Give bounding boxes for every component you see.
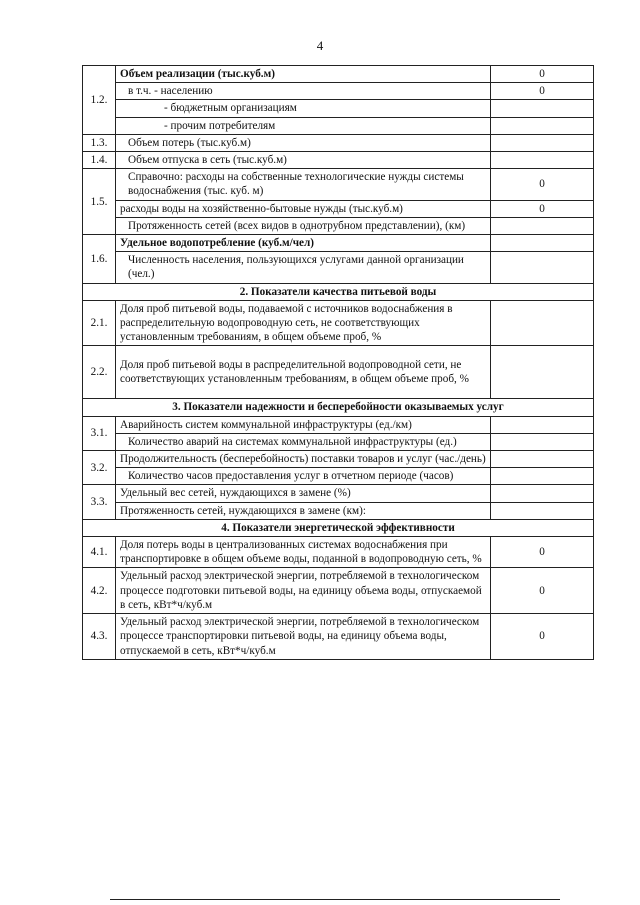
table-row [83,614,594,660]
row-value: 0 [491,83,594,100]
table-row [83,200,594,217]
row-number: 1.5. [83,169,116,235]
table-row [83,100,594,117]
row-text: Аварийность систем коммунальной инфраструктуры (ед./км) [116,416,491,433]
row-number: 1.4. [83,152,116,169]
row-value [491,117,594,134]
row-text: - бюджетным организациям [116,100,491,117]
table-row [83,217,594,234]
row-text: Справочно: расходы на собственные технологические нужды системы водоснабжения (тыс. куб. м) [116,169,491,200]
row-number: 3.3. [83,485,116,519]
row-text: Доля проб питьевой воды, подаваемой с источников водоснабжения в распределительную водопроводную сеть, не соответствующих установленным требованиям, в общем объеме проб, % [116,300,491,346]
table-row [83,346,594,399]
row-text: расходы воды на хозяйственно-бытовые нужды (тыс.куб.м) [116,200,491,217]
row-text: - прочим потребителям [116,117,491,134]
section-header-row [83,399,594,416]
row-number: 4.3. [83,614,116,660]
table-row [83,485,594,502]
row-value [491,468,594,485]
table-row [83,451,594,468]
table-row [83,66,594,83]
row-text: Удельный вес сетей, нуждающихся в замене (%) [116,485,491,502]
row-text: Удельное водопотребление (куб.м/чел) [116,235,491,252]
row-number: 4.1. [83,537,116,568]
row-text: Объем потерь (тыс.куб.м) [116,134,491,151]
table-row [83,235,594,252]
section-title: 2. Показатели качества питьевой воды [83,283,594,300]
section-title: 3. Показатели надежности и бесперебойности оказываемых услуг [83,399,594,416]
row-value: 0 [491,66,594,83]
page-bottom-divider [110,899,560,900]
row-text: Объем реализации (тыс.куб.м) [116,66,491,83]
row-value [491,252,594,283]
page-number: 4 [316,38,324,53]
row-number: 2.1. [83,300,116,346]
row-text: Удельный расход электрической энергии, потребляемой в технологическом процессе подготовки питьевой воды, на единицу объема воды, отпускаемой в сеть, кВт*ч/куб.м [116,568,491,614]
row-number: 1.2. [83,66,116,135]
row-value [491,152,594,169]
table-row [83,117,594,134]
row-text: Доля проб питьевой воды в распределительной водопроводной сети, не соответствующих установленным требованиям, в общем объеме проб, % [116,346,491,399]
row-value: 0 [491,169,594,200]
row-value [491,300,594,346]
row-text: Продолжительность (бесперебойность) поставки товаров и услуг (час./день) [116,451,491,468]
row-value: 0 [491,537,594,568]
row-value [491,346,594,399]
table-row [83,468,594,485]
row-value: 0 [491,568,594,614]
table-row [83,502,594,519]
row-text: в т.ч. - населению [116,83,491,100]
row-number: 4.2. [83,568,116,614]
row-value [491,433,594,450]
table-row [83,134,594,151]
row-value: 0 [491,614,594,660]
indicators-table [82,65,594,660]
table-row [83,169,594,200]
row-text: Количество часов предоставления услуг в отчетном периоде (часов) [116,468,491,485]
row-number: 1.3. [83,134,116,151]
row-value [491,100,594,117]
row-value [491,416,594,433]
row-value: 0 [491,200,594,217]
row-text: Численность населения, пользующихся услугами данной организации (чел.) [116,252,491,283]
table-row [83,537,594,568]
row-text: Протяженность сетей (всех видов в однотрубном представлении), (км) [116,217,491,234]
row-number: 3.2. [83,451,116,485]
row-number: 3.1. [83,416,116,450]
table-row [83,416,594,433]
table-row [83,252,594,283]
row-value [491,217,594,234]
row-text: Объем отпуска в сеть (тыс.куб.м) [116,152,491,169]
row-text: Количество аварий на системах коммунальной инфраструктуры (ед.) [116,433,491,450]
row-text: Удельный расход электрической энергии, потребляемой в технологическом процессе транспортировки питьевой воды, на единицу объема воды, отпускаемой в сеть, кВт*ч/куб.м [116,614,491,660]
row-text: Протяженность сетей, нуждающихся в замене (км): [116,502,491,519]
table-row [83,568,594,614]
row-value [491,134,594,151]
section-header-row [83,519,594,536]
section-title: 4. Показатели энергетической эффективности [83,519,594,536]
row-number: 1.6. [83,235,116,284]
row-text: Доля потерь воды в централизованных системах водоснабжения при транспортировке в общем объеме воды, поданной в водопроводную сеть, % [116,537,491,568]
row-number: 2.2. [83,346,116,399]
table-row [83,433,594,450]
row-value [491,451,594,468]
row-value [491,485,594,502]
table-row [83,300,594,346]
table-row [83,83,594,100]
row-value [491,235,594,252]
section-header-row [83,283,594,300]
table-row [83,152,594,169]
row-value [491,502,594,519]
